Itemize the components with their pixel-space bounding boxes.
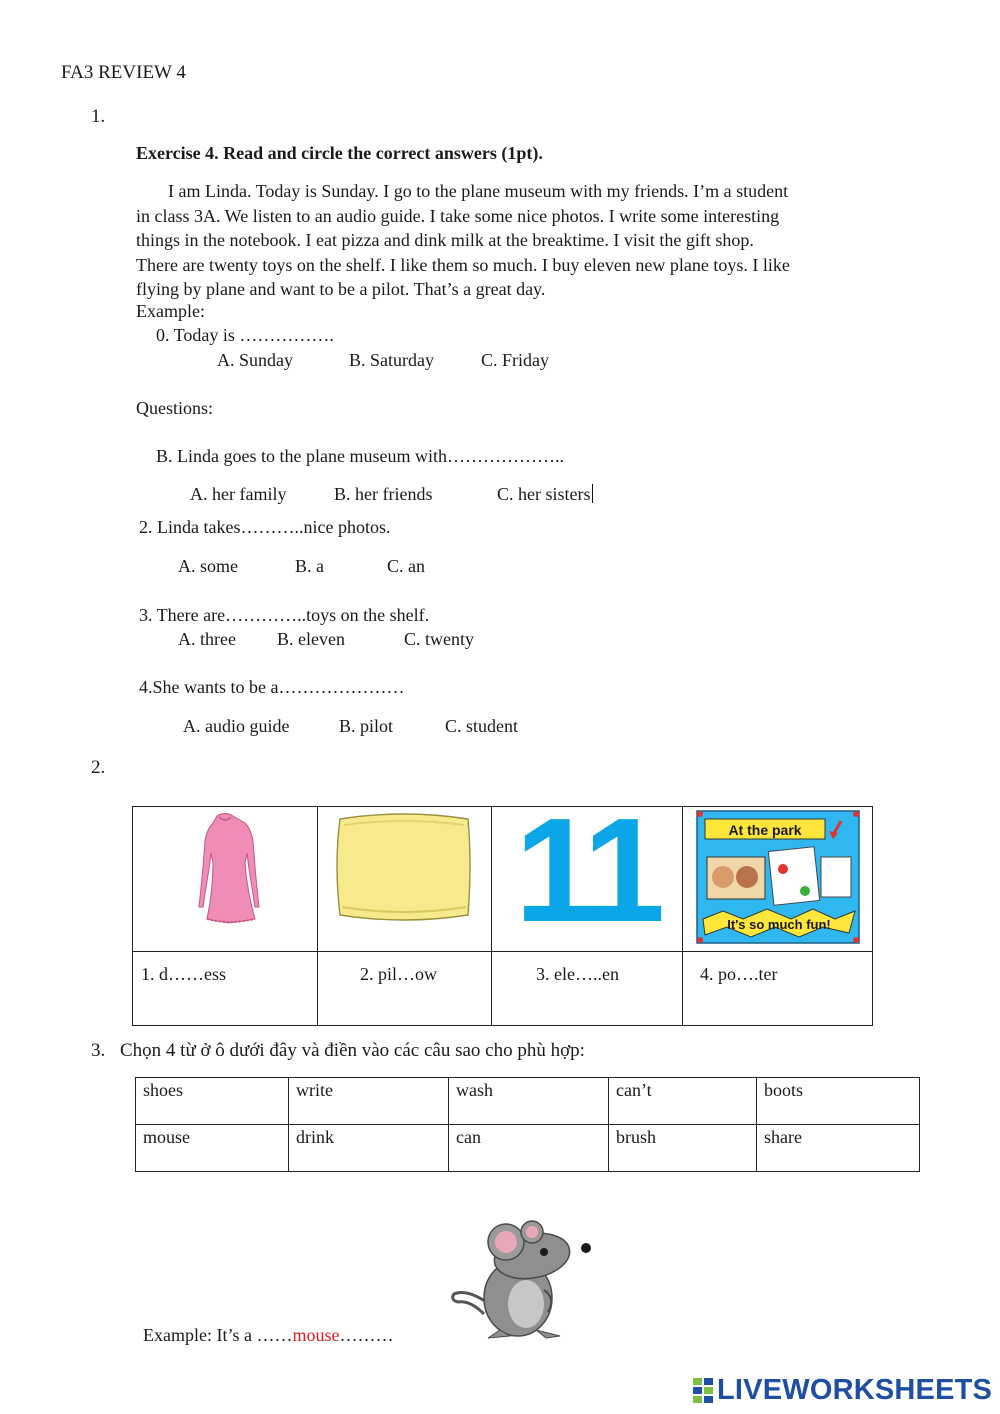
word-bank-cell: write [289, 1078, 449, 1125]
passage-line: flying by plane and want to be a pilot. That’s a great day. [136, 279, 546, 300]
word-bank-cell: drink [289, 1125, 449, 1172]
dress-image [133, 807, 317, 946]
word-example-prefix: Example: It’s a …… [143, 1325, 293, 1345]
mouse-image [448, 1218, 598, 1342]
questions-label: Questions: [136, 398, 214, 418]
poster-title: At the park [728, 822, 802, 838]
word-cell-1 [133, 952, 318, 1026]
question-3-option-a[interactable]: A. three [178, 629, 236, 649]
question-4-text: 4.She wants to be a………………… [139, 677, 405, 697]
question-3-option-b[interactable]: B. eleven [277, 629, 345, 649]
pillow-image [318, 807, 491, 946]
question-4-option-b[interactable]: B. pilot [339, 716, 394, 736]
poster-picture-cell [683, 807, 873, 952]
question-4-option-a[interactable]: A. audio guide [183, 716, 290, 736]
poster-image [683, 807, 872, 946]
picture-word-table [132, 806, 873, 1026]
example-question: 0. Today is ……………. [156, 325, 334, 345]
word-bank-cell: share [757, 1125, 920, 1172]
text-cursor [592, 484, 593, 503]
question-2-option-c[interactable]: C. an [387, 556, 425, 576]
word-clue-4: 4. po….ter [700, 964, 778, 984]
exercise-heading: Exercise 4. Read and circle the correct answers (1pt). [136, 143, 543, 163]
question-1-option-c[interactable] [497, 484, 593, 505]
question-4-option-c[interactable]: C. student [445, 716, 519, 736]
word-example-answer: mouse [292, 1325, 340, 1345]
section-number-2: 2. [91, 757, 106, 778]
liveworksheets-logo-text: LIVEWORKSHEETS [717, 1373, 993, 1406]
word-bank-table [135, 1077, 920, 1172]
word-example-sentence [143, 1325, 393, 1346]
page-title: FA3 REVIEW 4 [61, 62, 186, 83]
question-2-option-a[interactable]: A. some [178, 556, 238, 576]
word-clue-2: 2. pil…ow [360, 964, 438, 984]
question-3-text: 3. There are…………..toys on the shelf. [139, 605, 430, 625]
liveworksheets-logo [692, 1372, 992, 1408]
passage-line: I am Linda. Today is Sunday. I go to the plane museum with my friends. I’m a student [168, 181, 789, 201]
word-bank-cell: mouse [136, 1125, 289, 1172]
word-bank-cell: can’t [609, 1078, 757, 1125]
word-section-instruction: Chọn 4 từ ở ô dưới đây và điền vào các câu sao cho phù hợp: [120, 1040, 585, 1061]
section-number-3: 3. [91, 1040, 106, 1061]
question-1-text: B. Linda goes to the plane museum with……………….. [156, 446, 564, 466]
section-number-1: 1. [91, 106, 106, 127]
word-cell-4 [683, 952, 873, 1026]
eleven-picture-cell [492, 807, 683, 952]
example-option-c: C. Friday [481, 350, 550, 370]
eleven-number: 11 [514, 807, 660, 946]
pillow-picture-cell [318, 807, 492, 952]
example-label: Example: [136, 301, 205, 321]
word-bank-cell: wash [449, 1078, 609, 1125]
liveworksheets-logo-icon [692, 1376, 714, 1404]
word-bank-cell: boots [757, 1078, 920, 1125]
question-3-option-c[interactable]: C. twenty [404, 629, 474, 649]
question-2-text: 2. Linda takes………..nice photos. [139, 517, 391, 537]
word-cell-2 [318, 952, 492, 1026]
question-1-option-b[interactable]: B. her friends [334, 484, 433, 504]
eleven-image [492, 807, 682, 946]
word-cell-3 [492, 952, 683, 1026]
question-1-option-a[interactable]: A. her family [190, 484, 287, 504]
word-clue-1: 1. d……ess [141, 964, 226, 984]
dress-picture-cell [133, 807, 318, 952]
word-clue-3: 3. ele…..en [536, 964, 619, 984]
reading-passage [136, 179, 916, 302]
word-bank-cell: brush [609, 1125, 757, 1172]
word-example-suffix: ……… [339, 1325, 394, 1345]
poster-caption: It's so much fun! [727, 917, 831, 932]
passage-line: There are twenty toys on the shelf. I like them so much. I buy eleven new plane toys. I like [136, 254, 790, 275]
passage-line: things in the notebook. I eat pizza and dink milk at the breaktime. I visit the gift shop. [136, 230, 754, 251]
question-2-option-b[interactable]: B. a [295, 556, 324, 576]
example-option-b: B. Saturday [349, 350, 434, 370]
word-bank-cell: can [449, 1125, 609, 1172]
word-bank-cell: shoes [136, 1078, 289, 1125]
question-1-option-c-text[interactable]: C. her sisters [497, 484, 591, 504]
passage-line: in class 3A. We listen to an audio guide. I take some nice photos. I write some interesting [136, 205, 780, 226]
example-option-a: A. Sunday [217, 350, 293, 370]
